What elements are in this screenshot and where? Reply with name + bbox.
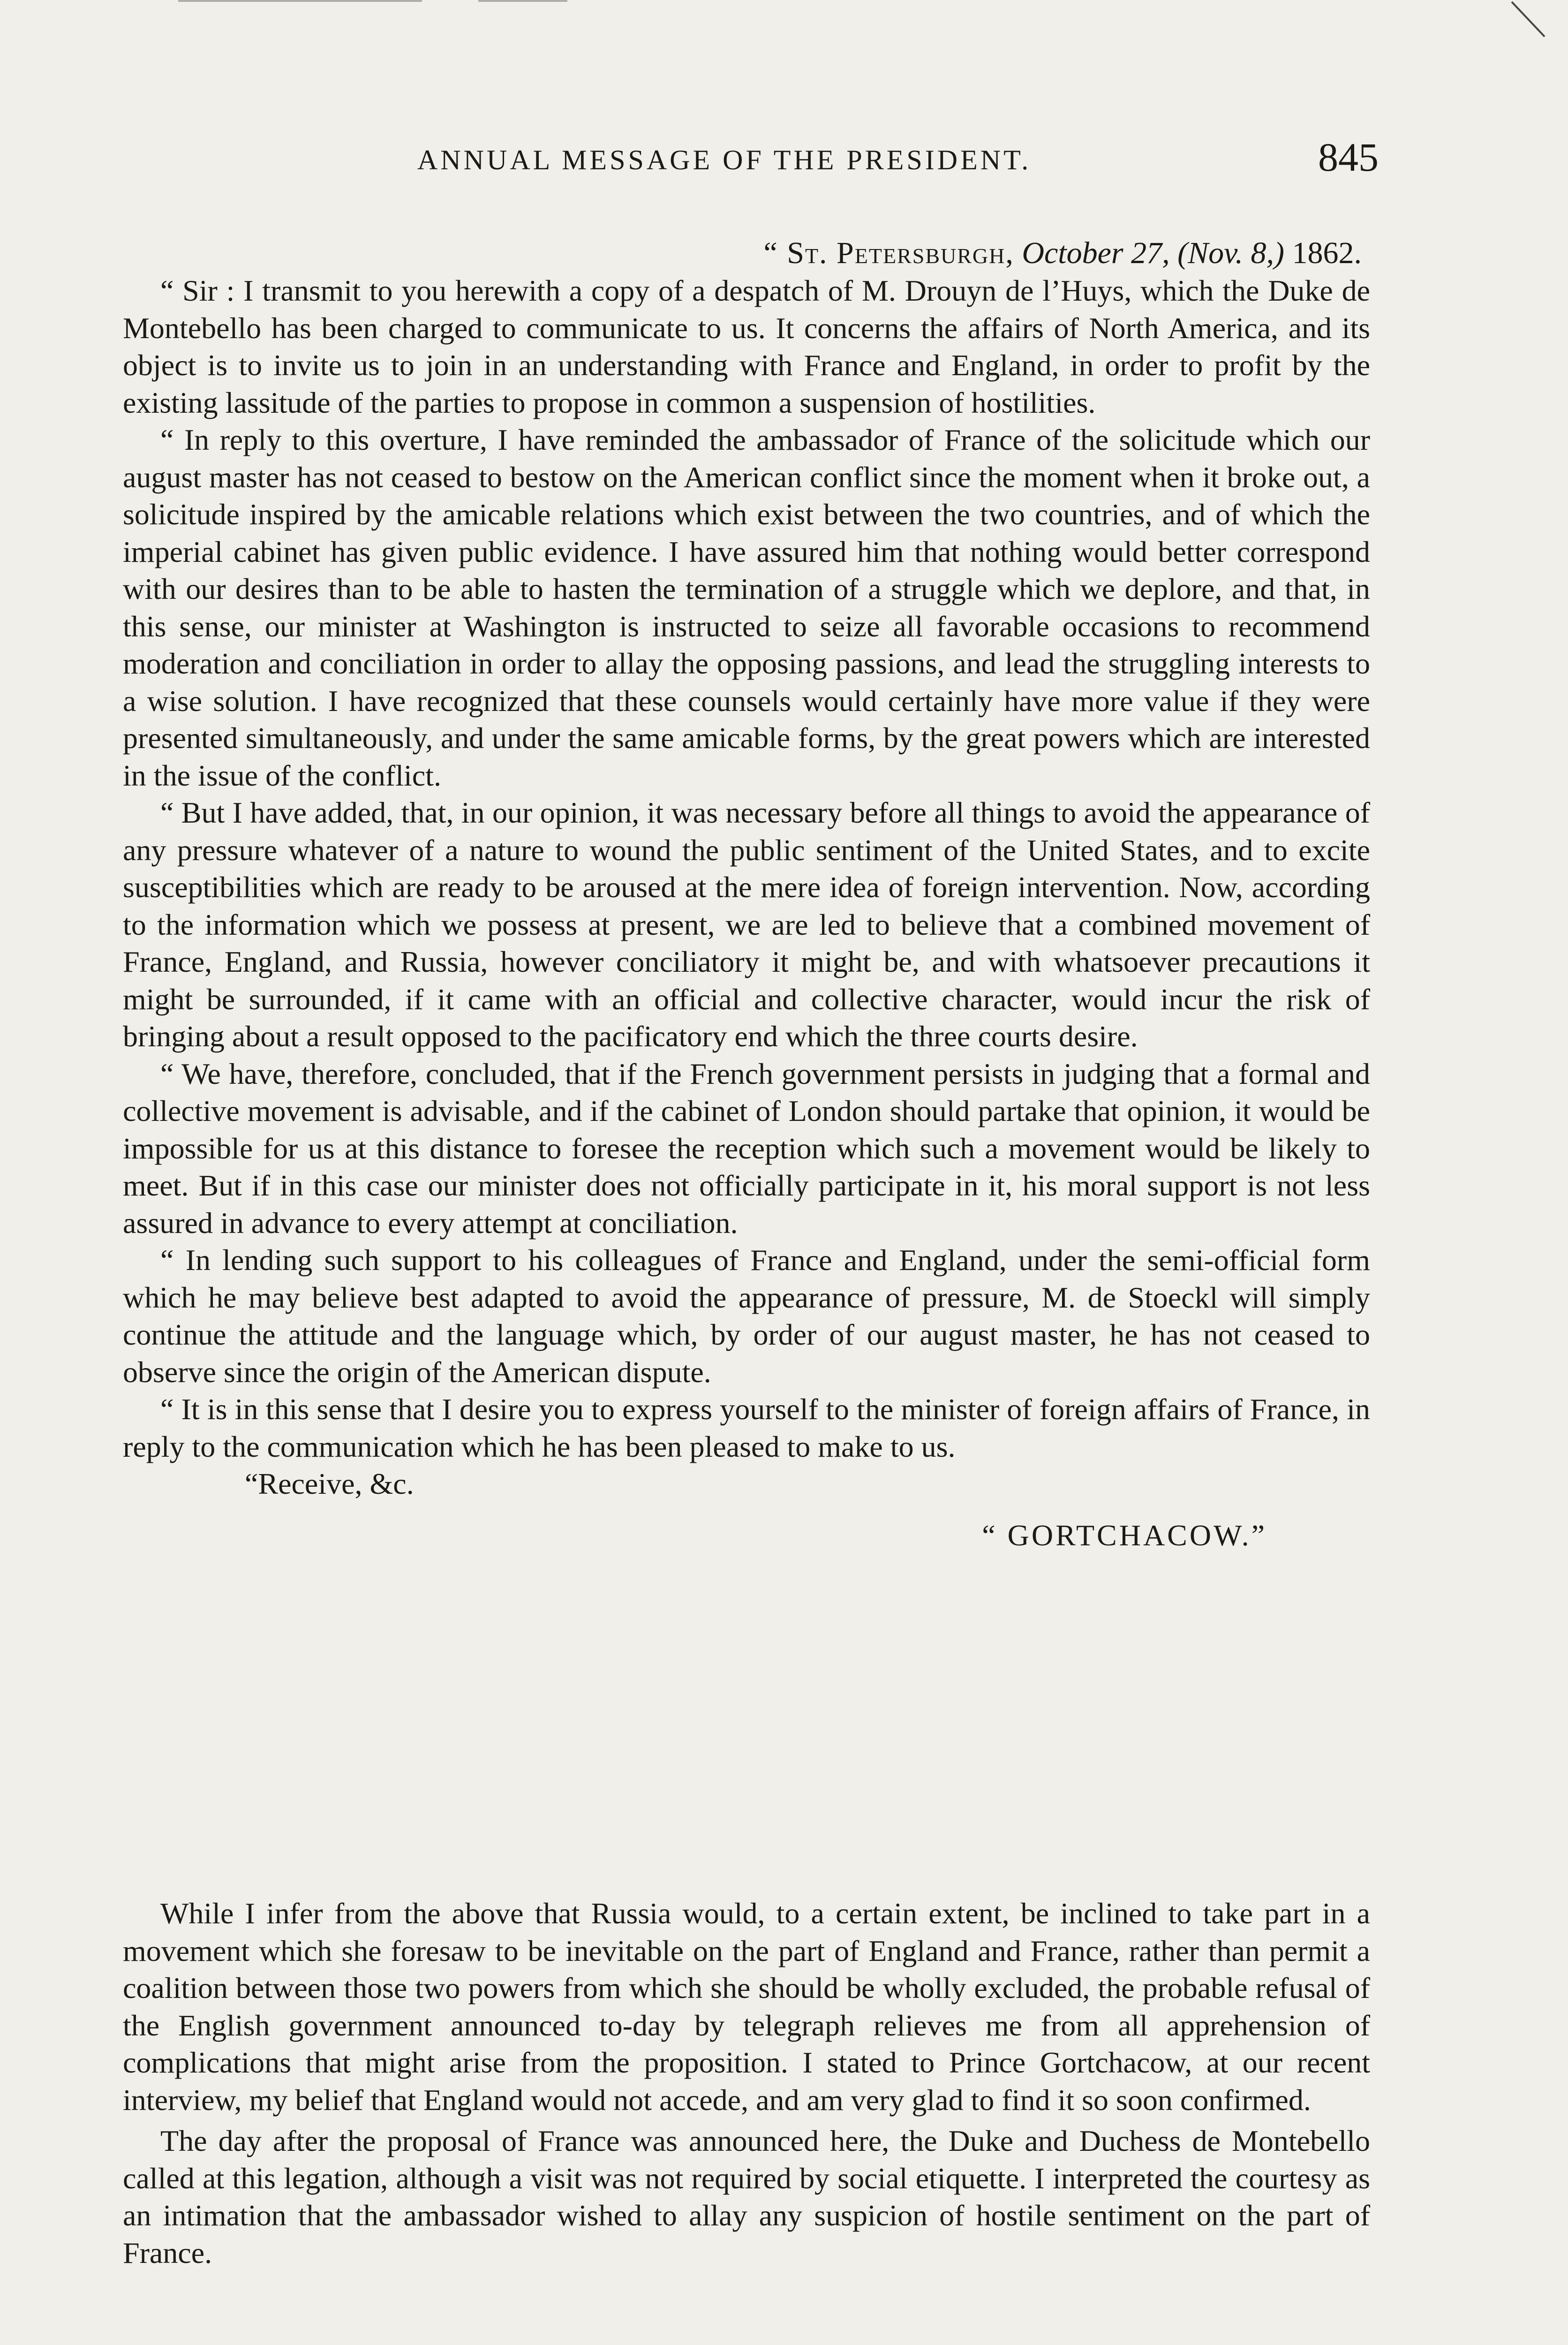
body-paragraph: The day after the proposal of France was announced here, the Duke and Duchess de Montebello called at this legation, although a visit was not required by social etiquette. I interpreted the courtesy as an intimation that the ambassador wished to allay any suspicion of hostile sentiment on the part of France. [123,2124,1370,2269]
letter-paragraph: “ Sir : I transmit to you herewith a copy of a despatch of M. Drouyn de l’Huys, which the Duke de Montebello has been charged to communicate to us. It concerns the affairs of North America, and its object is to invite us to join in an understanding with France and England, in order to profit by the existing lassitude of the parties to propose in common a suspension of hostilities. [123,274,1370,419]
letter-closing: “Receive, &c. [245,1467,414,1500]
dateline-date: October 27, (Nov. 8,) [1022,236,1284,270]
letter-paragraph: “ In reply to this overture, I have reminded the ambassador of France of the solicitude which our august master has not ceased to bestow on the American conflict since the moment when it broke out, a solicitude inspired by the amicable relations which exist between the two countries, and of which the imperial cabinet has given public evidence. I have assured him that nothing would better correspond with our desires than to be able to hasten the termination of a struggle which we deplore, and that, in this sense, our minister at Washington is instructed to seize all favorable occasions to recommend moderation and conciliation in order to allay the opposing passions, and lead the struggling interests to a wise solution. I have recognized that these counsels would certainly have more value if they were presented simultaneously, and under the same amicable forms, by the great powers which are interested in the issue of the conflict. [123,423,1370,792]
letter-dateline [123,234,1370,272]
running-title: ANNUAL MESSAGE OF THE PRESIDENT. [417,144,1032,175]
letter-paragraph: “ But I have added, that, in our opinion, it was necessary before all things to avoid the appearance of any pressure whatever of a nature to wound the public sentiment of the United States, and to excite susceptibilities which are ready to be aroused at the mere idea of foreign intervention. Now, according to the information which we possess at present, we are led to believe that a combined movement of France, England, and Russia, however conciliatory it might be, and with whatsoever precautions it might be surrounded, if it came with an official and collective character, would incur the risk of bringing about a result opposed to the pacificatory end which the three courts desire. [123,796,1370,1053]
scan-edge-mark [178,0,422,2]
message-body [123,1895,1370,2271]
body-paragraph: While I infer from the above that Russia would, to a certain extent, be inclined to take part in a movement which she foresaw to be inevitable on the part of England and France, rather than permit a coalition between those two powers from which she should be wholly excluded, the probable refusal of the English government announced to-day by telegraph relieves me from all apprehension of complications that might arise from the proposition. I stated to Prince Gortchacow, at our recent interview, my belief that England would not accede, and am very glad to find it so soon confirmed. [123,1897,1370,2117]
dateline-place: “ St. Petersburgh, [763,236,1014,270]
corner-scratch-mark [1507,0,1549,42]
letter-paragraph: “ It is in this sense that I desire you to express yourself to the minister of foreign affairs of France, in reply to the communication which he has been pleased to make to us. [123,1392,1370,1463]
letter-signature: “ GORTCHACOW.” [982,1518,1267,1552]
page-header [122,134,1379,185]
scan-edge-mark [478,0,567,2]
letter-paragraph: “ In lending such support to his colleagues of France and England, under the semi-official form which he may believe best adapted to avoid the appearance of pressure, M. de Stoeckl will simply continue the attitude and the language which, by order of our august master, he has not ceased to observe since the origin of the American dispute. [123,1243,1370,1389]
letter-paragraph: “ We have, therefore, concluded, that if the French government persists in judging that a formal and collective movement is advisable, and if the cabinet of London should partake that opinion, it would be impossible for us at this distance to foresee the reception which such a movement would be likely to meet. But if in this case our minister does not officially participate in it, his moral support is not less assured in advance to every attempt at conciliation. [123,1057,1370,1240]
page-number: 845 [1318,135,1379,180]
quoted-letter [123,234,1370,1554]
dateline-year: 1862. [1292,236,1362,270]
